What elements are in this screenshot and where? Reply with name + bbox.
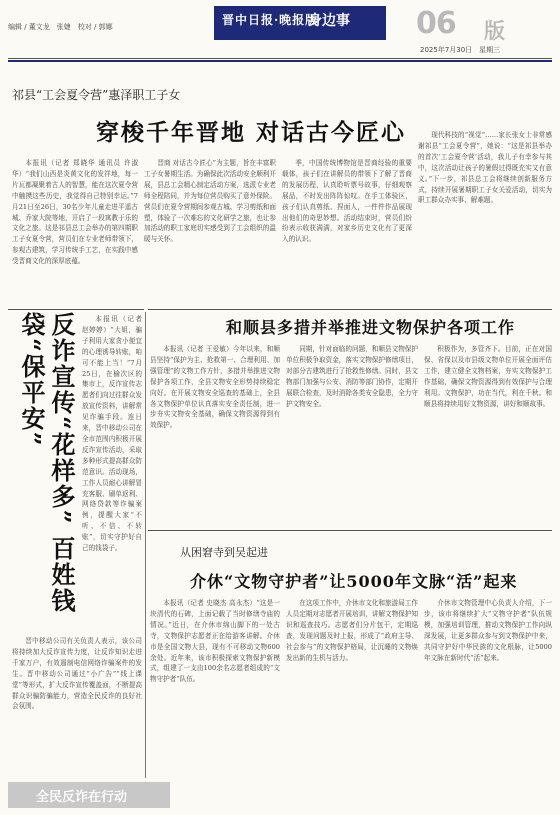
article3-col2: 晋中移动公司有关负责人表示，该公司将持续加大反诈宣传力度，让反诈知识走进千家万户，有效遏制电信网络诈骗案件的发生。晋中移动公司通过“小广告”“线上课堂”等形式，扩大反诈宣传覆盖面，不断提高群众识骗防骗能力，营造全民反诈的良好社会氛围。 (12, 637, 142, 711)
article3-vertical-headline: 反诈宣传“花样多” 百姓钱袋“保平安” (17, 312, 76, 614)
header-rule (8, 58, 552, 59)
article1-col3: 季，中国传统博物馆是晋商经验的重要载体，孩子们在讲解员的带领下了解了晋商的发展历程，认真聆听票号故事，仔细观察展品，不时发出阵阵惊叹。在手工体验区，孩子们认真剪纸、捏面人，一件件作品展现出他们的奇思妙想。活动结束时，营员们纷纷表示收获满满，对家乡历史文化有了更深入的认识。 (282, 159, 412, 244)
issue-date: 2025年7月30日 星期三 (420, 46, 501, 54)
article4-col2: 在这项工作中，介休市文化和旅游局工作人员定期对志愿者开展培训，讲解文物保护知识和巡查技巧。志愿者们分片包干，定期巡查，发现问题及时上报，形成了“政府主导、社会参与”的文物保护格局，让沉睡的文物焕发出新的生机与活力。 (286, 599, 418, 662)
article2-bottom-rule (148, 530, 552, 531)
page-number: 06 (416, 6, 456, 41)
footer-banner-text: 全民反诈在行动 (36, 790, 128, 805)
article2-col3: 积极作为，多管齐下。目前，正在对国保、省保以及市县级文物单位开展全面评估工作，建立健全文物档案，夯实文物保护工作基础，确保文物资源得到有效保护与合理利用。文物保护，功在当代，利在千秋。和顺县将持续用好文物资源，讲好和顺故事。 (424, 345, 552, 408)
left-column-rule (8, 309, 144, 310)
article4-headline: 介休“文物守护者”让5000年文脉“活”起来 (190, 572, 518, 591)
article1-col2: 晋商 对话古今匠心”为主题，旨在丰富职工子女暑期生活。为确保此次活动安全顺利开展，县总工会精心制定活动方案，选派专业老师全程陪同，并为每位营员购买了意外保险。营员们在夏令营期间参观古城、学习剪纸和面塑，体验了一次难忘的文化研学之旅，也让参加活动的职工家庭切实感受到了工会组织的温暖与关怀。 (144, 159, 276, 244)
article1-headline: 穿梭千年晋地 对话古今匠心 (96, 119, 407, 146)
article2-col1: 本报讯（记者 王爱敏）今年以来，和顺县坚持“保护为主、抢救第一、合理利用、加强管理”的文物工作方针，多措并举推进文物保护各项工作，全县文物安全形势持续稳定向好。在开展文物安全巡查的基础上，全县各文物保护单位认真落实安全责任制，进一步夯实文物安全基础，确保文物资源得到有效保护。 (150, 345, 280, 430)
left-column-divider (145, 312, 146, 778)
section-name: 身边事 (308, 13, 350, 29)
article2-headline: 和顺县多措并举推进文物保护各项工作 (226, 318, 516, 337)
editors-line: 编辑 / 董文龙 张婕 校对 / 郭娜 (8, 23, 113, 31)
paper-name: 晋中日报·晚报版 (222, 13, 319, 27)
page-unit: 版 (484, 18, 505, 43)
article1-col4: 现代科技的“视觉”……家长张女士非常感谢祁县“工会夏令营”，她说：“这是祁县举办的首次‘工会夏令营’活动，我儿子有幸参与其中，这次活动让孩子的暑假过得既充实又有意义。”下一步，祁县总工会将继续创新服务方式，持续开展暑期职工子女关爱活动，切实为职工群众办实事、解难题。 (418, 131, 552, 205)
article1-kicker: 祁县“工会夏令营”惠泽职工子女 (12, 88, 181, 102)
article4-col1: 本报讯（记者 史晓杰 高永杰）“这是一块清代的石碑，上面记载了当时修缮寺庙的情况。”近日，在介休市绵山脚下的一处古寺，文物保护志愿者正在给游客讲解。介休市是全国文物大县，现有不可移动文物600余处。近年来，该市积极探索文物保护新模式，组建了一支由100余名志愿者组成的“文物守护者”队伍。 (150, 599, 280, 684)
article4-col3: 介休市文物管理中心负责人介绍，下一步，该市将继续扩大“文物守护者”队伍规模，加强培训管理，推动文物保护工作向纵深发展，让更多群众参与到文物保护中来，共同守护好中华民族的文化根脉，让5000年文脉在新时代“活”起来。 (424, 599, 552, 662)
article1-bottom-rule (148, 309, 552, 310)
article2-col2: 同期，针对面临的问题，和顺县文物保护单位积极争取资金，落实文物保护修缮项目，对部分古建筑进行了抢救性修缮。同时，县文物部门加强与公安、消防等部门协作，定期开展联合检查，及时消除各类安全隐患，全力守护文物安全。 (286, 345, 418, 408)
article4-kicker: 从困窘寺到吴起进 (180, 546, 268, 559)
article1-col1: 本报讯（记者 郑晓华 通讯员 许淑华）“我们山西是炎黄文化的发祥地，每一片瓦都凝聚着古人的智慧，能在这次夏令营中触摸这些历史，我觉得自己特别幸运。”7月21日至26日，30名少年儿童走进平遥古城、乔家大院等地，开启了一段寓教于乐的文化之旅。这是祁县总工会举办的第四期职工子女夏令营，营员们在专业老师带领下，参观古建筑，学习传统手工艺，在实践中感受晋商文化的深厚底蕴。 (12, 159, 138, 266)
header-rule-accent (8, 60, 552, 62)
article3-col1: 本报讯（记者 赵婷婷）“大姐，骗子利用大家贪小便宜的心理诱导转账，咱可不能上当！”7月25日，在榆次区的集市上，反诈宣传志愿者们向过往群众发放宣传资料，讲解常见诈骗手段。连日来，晋中移动公司在全市范围内积极开展反诈宣传活动，采取多种形式提高群众防范意识。活动现场，工作人员耐心讲解冒充客服、刷单返利、网络贷款等诈骗案例，提醒大家“不听、不信、不转账”，切实守护好自己的钱袋子。 (82, 315, 142, 553)
